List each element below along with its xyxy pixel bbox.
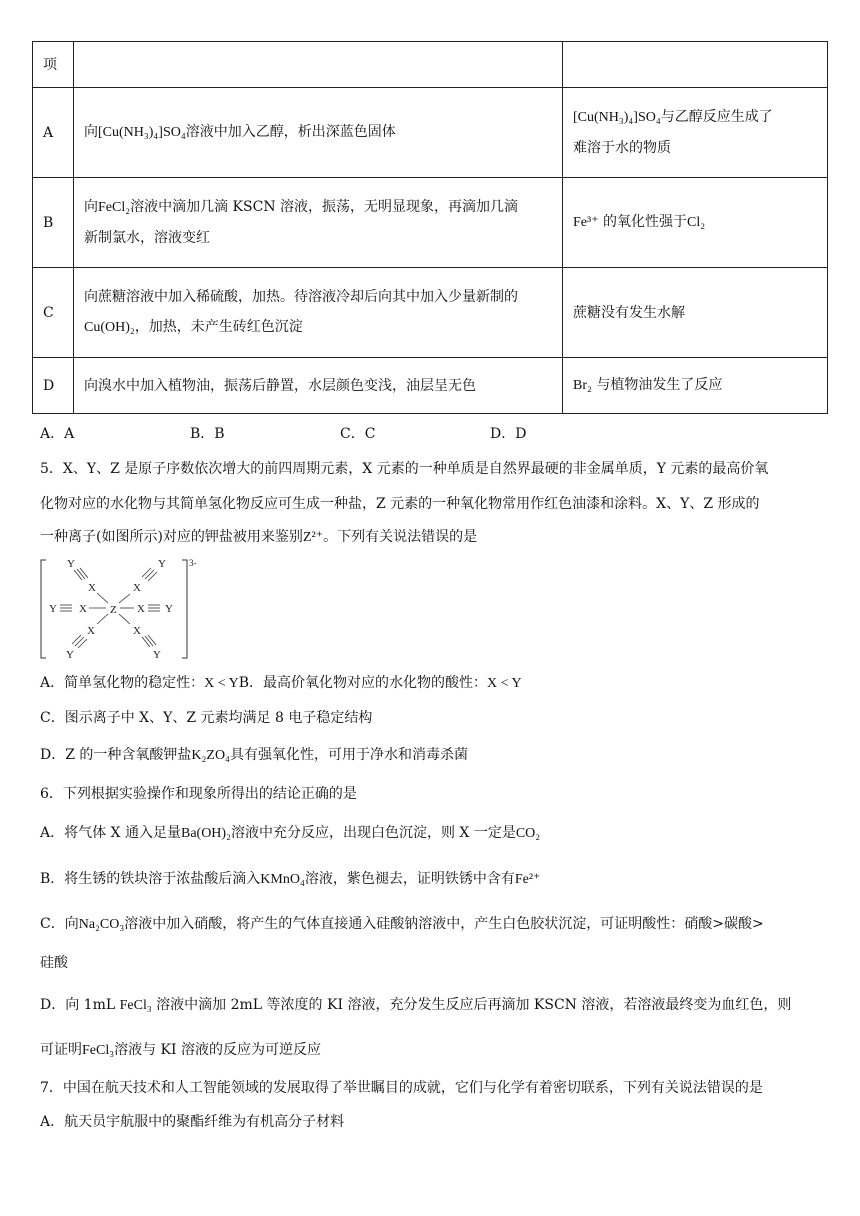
text: 溶液与 KI 溶液的反应为可逆反应 — [114, 1042, 321, 1058]
formula: Cu(OH)₂ — [84, 320, 135, 335]
ion-x-left: X — [79, 603, 87, 615]
row-label: C — [33, 268, 74, 358]
con-text: 与植物油发生了反应 — [596, 377, 723, 393]
op-text: 向蔗糖溶液中加入稀硫酸，加热。待溶液冷却后向其中加入少量新制的 — [84, 289, 518, 305]
text: 溶液中滴加 2mL 等浓度的 KI 溶液，充分发生反应后再滴加 KSCN 溶液，若溶液最终变为血红色，则 — [156, 997, 792, 1013]
ion-y-ll: Y — [66, 649, 74, 661]
q5-option-ab — [40, 673, 824, 694]
ion-x-ur: X — [133, 582, 141, 594]
ion-y-left: Y — [49, 603, 57, 615]
formula: [Cu(NH₃)₄]SO₄ — [98, 125, 186, 140]
ion-x-lr: X — [133, 625, 141, 637]
ion-z: Z — [110, 604, 117, 616]
text: 。下列有关说法错误的是 — [323, 529, 478, 545]
op-text: 向溴水中加入植物油，振荡后静置，水层颜色变浅，油层呈无色 — [84, 377, 476, 394]
ion-y-lr: Y — [153, 649, 161, 661]
table-row — [33, 88, 828, 178]
formula: Fe²⁺ — [514, 872, 541, 887]
text: 一种离子(如图所示)对应的钾盐被用来鉴别 — [40, 529, 303, 545]
text: C．向 — [40, 916, 79, 932]
op-text: 向 — [84, 124, 98, 140]
row-label: D — [33, 358, 74, 414]
row-label: B — [33, 178, 74, 268]
header-cell-item: 项 — [33, 42, 74, 88]
text: D．Z 的一种含氧酸钾盐 — [40, 747, 192, 763]
text: D．向 1mL — [40, 997, 116, 1013]
option-c[interactable]: C．C — [340, 426, 376, 442]
row-conclusion — [563, 88, 828, 178]
option-d[interactable]: D．D — [490, 426, 527, 442]
question-table — [32, 41, 828, 414]
row-conclusion — [563, 358, 828, 414]
q4-options — [40, 424, 824, 444]
q5-option-c[interactable]: C．图示离子中 X、Y、Z 元素均满足 8 电子稳定结构 — [40, 710, 373, 726]
op-text: 向 — [84, 199, 98, 215]
option-b[interactable]: B．最高价氧化物对应的水化物的酸性： — [238, 675, 488, 691]
con-text: 蔗糖没有发生水解 — [573, 304, 685, 321]
header-cell-conclusion — [563, 42, 828, 88]
row-operation — [74, 88, 563, 178]
text: 具有强氧化性，可用于净水和消毒杀菌 — [229, 747, 468, 763]
q6-option-a[interactable] — [40, 823, 824, 844]
formula: X < Y — [204, 676, 239, 691]
row-label: A — [33, 88, 74, 178]
q5-stem-line3 — [40, 527, 824, 548]
table-row — [33, 358, 828, 414]
ion-x-ll: X — [87, 625, 95, 637]
formula: K₂ZO₄ — [191, 748, 230, 763]
formula: Z²⁺ — [302, 530, 324, 545]
q7-stem: 7．中国在航天技术和人工智能领域的发展取得了举世瞩目的成就，它们与化学有着密切联系，下列有关说法错误的是 — [40, 1080, 763, 1096]
formula: Fe³⁺ — [573, 215, 599, 230]
op-text: 新制氯水，溶液变红 — [84, 230, 210, 246]
formula: CO₂ — [515, 826, 541, 841]
text: B．将生锈的铁块溶于浓盐酸后滴入 — [40, 871, 261, 887]
op-text: ，加热，未产生砖红色沉淀 — [134, 319, 303, 335]
row-operation — [74, 178, 563, 268]
q7-option-a[interactable]: A．航天员宇航服中的聚酯纤维为有机高分子材料 — [40, 1114, 345, 1130]
ion-charge: 3- — [189, 558, 197, 568]
q5-option-d[interactable] — [40, 745, 824, 766]
con-text: 的氧化性强于 — [603, 214, 688, 230]
q6-option-d[interactable] — [40, 995, 824, 1016]
op-text: 溶液中加入乙醇，析出深蓝色固体 — [185, 124, 396, 140]
formula: FeCl₃ — [82, 1043, 115, 1058]
row-operation — [74, 268, 563, 358]
con-text: 与乙醇反应生成了 — [660, 109, 773, 125]
q6-stem: 6．下列根据实验操作和现象所得出的结论正确的是 — [40, 786, 357, 802]
formula: KMnO₄ — [260, 872, 305, 887]
formula: Br₂ — [573, 378, 592, 393]
text: 可证明 — [40, 1042, 82, 1058]
op-text: 溶液中滴加几滴 KSCN 溶液，振荡，无明显现象，再滴加几滴 — [130, 199, 519, 215]
q6-option-c[interactable] — [40, 914, 824, 935]
ion-x-ul: X — [88, 582, 96, 594]
header-cell-operation — [74, 42, 563, 88]
text: 溶液中充分反应，出现白色沉淀，则 X 一定是 — [230, 825, 516, 841]
complex-ion-diagram — [38, 558, 208, 662]
formula: [Cu(NH₃)₄]SO₄ — [573, 110, 661, 125]
formula: Na₂CO₃ — [78, 917, 125, 932]
text: 溶液中加入硝酸，将产生的气体直接通入硅酸钠溶液中，产生白色胶状沉淀，可证明酸性：硝酸>碳酸> — [124, 916, 764, 932]
q6-option-b[interactable] — [40, 869, 824, 890]
q6-option-d-cont — [40, 1040, 824, 1061]
option-a[interactable]: A．简单氢化物的稳定性： — [40, 675, 205, 691]
con-text: 难溶于水的物质 — [573, 140, 671, 156]
table-header-row — [33, 42, 828, 88]
ion-y-right: Y — [165, 603, 173, 615]
row-operation — [74, 358, 563, 414]
formula: FeCl₃ — [119, 998, 152, 1013]
ion-y-ur: Y — [158, 558, 166, 570]
formula: Cl₂ — [687, 215, 706, 230]
row-conclusion — [563, 268, 828, 358]
q6-option-c-cont: 硅酸 — [40, 955, 68, 971]
table-row — [33, 268, 828, 358]
q5-stem-line1: 5．X、Y、Z 是原子序数依次增大的前四周期元素，X 元素的一种单质是自然界最硬的非金属单质，Y 元素的最高价氧 — [40, 461, 769, 477]
option-a[interactable]: A．A — [40, 426, 75, 442]
formula: X < Y — [487, 676, 522, 691]
text: 溶液，紫色褪去，证明铁锈中含有 — [304, 871, 515, 887]
q5-stem-line2: 化物对应的水化物与其简单氢化物反应可生成一种盐，Z 元素的一种氧化物常用作红色油漆和涂料。X、Y、Z 形成的 — [40, 496, 760, 512]
formula: FeCl₂ — [98, 200, 131, 215]
formula: Ba(OH)₂ — [180, 826, 231, 841]
ion-x-right: X — [137, 603, 145, 615]
option-b[interactable]: B．B — [190, 426, 225, 442]
text: A．将气体 X 通入足量 — [40, 825, 181, 841]
table-row — [33, 178, 828, 268]
ion-y-ul: Y — [67, 558, 75, 570]
row-conclusion — [563, 178, 828, 268]
